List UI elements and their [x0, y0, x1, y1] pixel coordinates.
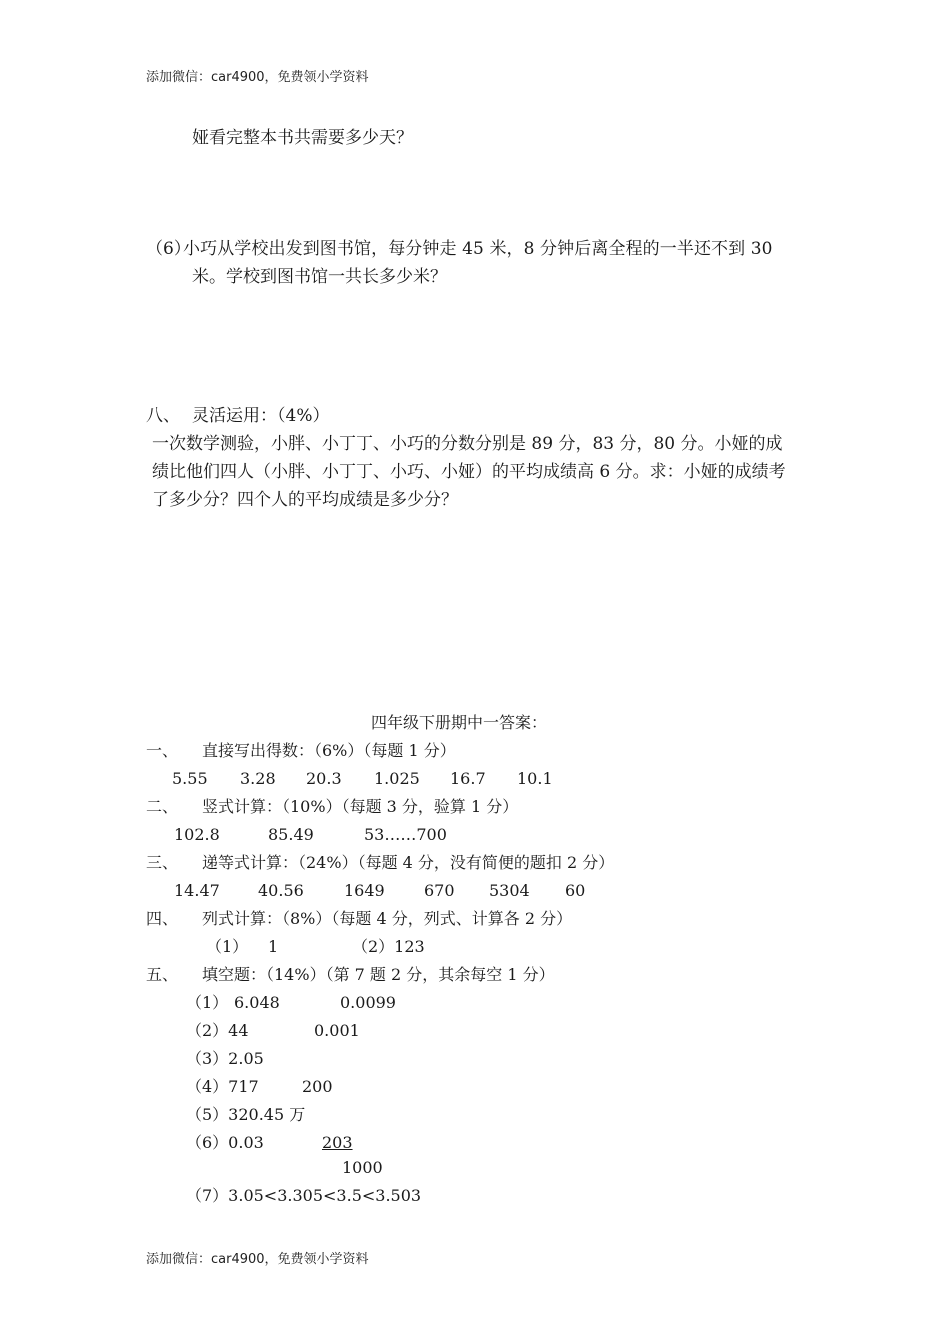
answer-section-3-heading: 递等式计算：（24%）（每题 4 分，没有简便的题扣 2 分） [202, 853, 615, 872]
answer-section-2-heading: 竖式计算：（10%）（每题 3 分，验算 1 分） [202, 797, 519, 816]
section-8-line1: 一次数学测验，小胖、小丁丁、小巧的分数分别是 89 分，83 分，80 分。小娅的成 [152, 434, 783, 454]
answer-value: 16.7 [450, 769, 486, 788]
answer-item [0, 1049, 950, 1069]
answer-value: （3）2.05 [186, 1049, 264, 1068]
answer-value: 20.3 [306, 769, 342, 788]
answer-value: 40.56 [258, 881, 304, 900]
answer-section-1-number: 一、 [146, 741, 179, 760]
problem-6-line2: 米。学校到图书馆一共长多少米？ [192, 267, 447, 287]
answer-value: （6）0.03 [186, 1133, 264, 1152]
page-footer: 添加微信：car4900，免费领小学资料 [146, 1252, 369, 1267]
answer-section-1-values [0, 769, 950, 789]
answer-item [0, 1133, 950, 1153]
fraction-denominator: 1000 [342, 1158, 383, 1177]
answer-value: （5）320.45 万 [186, 1105, 306, 1124]
answer-section-2-values [0, 825, 950, 845]
answer-section-5-number: 五、 [146, 965, 179, 984]
answer-section-2-number: 二、 [146, 797, 179, 816]
answer-item [0, 1077, 950, 1097]
answer-item [0, 1021, 950, 1041]
answer-value: （1） [206, 937, 249, 956]
answer-value: 85.49 [268, 825, 314, 844]
answer-section-1-heading: 直接写出得数：（6%）（每题 1 分） [202, 741, 456, 760]
answer-value: 200 [302, 1077, 333, 1096]
answer-value: 6.048 [234, 993, 280, 1012]
problem-5-tail: 娅看完整本书共需要多少天？ [192, 128, 413, 148]
fraction-numerator: 203 [322, 1133, 353, 1152]
answer-item [0, 993, 950, 1013]
section-8-heading: 灵活运用：（4%） [192, 406, 330, 426]
answer-item [0, 1158, 950, 1178]
answer-value: 670 [424, 881, 455, 900]
section-8-line2: 绩比他们四人（小胖、小丁丁、小巧、小娅）的平均成绩高 6 分。求：小娅的成绩考 [152, 462, 786, 482]
answer-section-4-heading: 列式计算：（8%）（每题 4 分，列式、计算各 2 分） [202, 909, 573, 928]
answer-value: 60 [565, 881, 586, 900]
section-8-line3: 了多少分？四个人的平均成绩是多少分？ [152, 490, 458, 510]
answer-value: 0.0099 [340, 993, 396, 1012]
answer-item [0, 1105, 950, 1125]
answer-value: 14.47 [174, 881, 220, 900]
answer-value: （1） [186, 993, 229, 1012]
answer-value: 1649 [344, 881, 385, 900]
answer-value: 102.8 [174, 825, 220, 844]
answer-value: 5.55 [172, 769, 208, 788]
answer-value: （2）44 [186, 1021, 249, 1040]
answer-value: （2）123 [352, 937, 425, 956]
answer-section-4-values [0, 937, 950, 957]
answer-section-3-values [0, 881, 950, 901]
answer-section-5-heading: 填空题：（14%）（第 7 题 2 分，其余每空 1 分） [202, 965, 555, 984]
answer-value: 1.025 [374, 769, 420, 788]
answer-value: 1 [268, 937, 279, 956]
answer-value: 53……700 [364, 825, 447, 844]
answer-value: 5304 [489, 881, 530, 900]
answer-value: （4）717 [186, 1077, 259, 1096]
problem-6-label: （6） [146, 239, 191, 259]
answer-value: 0.001 [314, 1021, 360, 1040]
page-header: 添加微信：car4900，免费领小学资料 [146, 70, 369, 85]
answers-title: 四年级下册期中一答案： [371, 713, 548, 732]
answer-section-3-number: 三、 [146, 853, 179, 872]
answer-value: （7）3.05<3.305<3.5<3.503 [186, 1186, 422, 1205]
answer-item [0, 1186, 950, 1206]
problem-6-line1: 小巧从学校出发到图书馆，每分钟走 45 米，8 分钟后离全程的一半还不到 30 [183, 239, 773, 259]
section-8-number: 八、 [146, 406, 180, 426]
answer-section-4-number: 四、 [146, 909, 179, 928]
answer-value: 10.1 [517, 769, 553, 788]
answer-value: 3.28 [240, 769, 276, 788]
